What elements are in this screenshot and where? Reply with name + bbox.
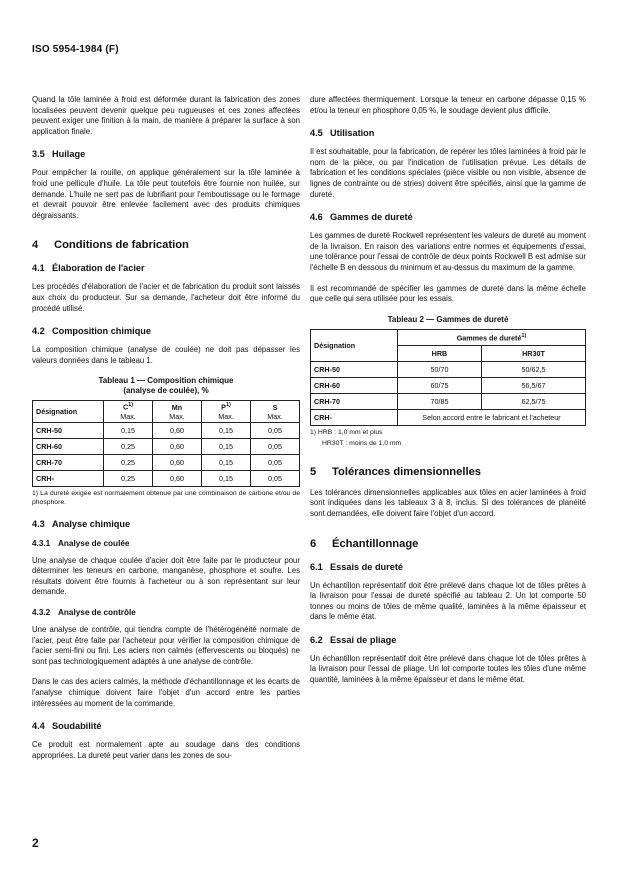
section-4-heading: 4 Conditions de fabrication bbox=[32, 239, 189, 252]
section-4-5-text: Il est souhaitable, pour la fabrication, de repérer les tôles laminées à froid par le nom de la pièce, ou par l'indication de l'utilisation prévue. Les détails de fabrication et les conditions spéciales (pièce visible ou non visible, absence de lignes de contrainte ou de stries) doivent être spécifiés, ainsi que la gamme de dureté. bbox=[310, 147, 586, 199]
section-4-4-text: Ce produit est normalement apte au soudage dans des conditions appropriées. La dureté peut varier dans les zones de sou- bbox=[32, 740, 300, 760]
table-2-body bbox=[311, 361, 586, 425]
section-5-heading: 5 Tolérances dimensionnelles bbox=[310, 465, 482, 478]
section-4-3-2-text-1: Une analyse de contrôle, qui tiendra compte de l'hétérogénéité normale de l'acier, peut être faite par l'acheteur pour vérifier la composition chimique de l'acier semi-fini ou fini. Les aciers non calmés (effervescents ou bloqués) ne sont pas technologiquement adaptés à une analyse de contrôle. bbox=[32, 625, 300, 666]
section-5-text: Les tolérances dimensionnelles applicables aux tôles en acier laminées à froid sont indiquées dans les tableaux 3 à 8, inclus. Si des tolérances de planéité sont demandées, elle doivent faire l'objet d'un accord. bbox=[310, 487, 586, 518]
section-4-6-text-1: Les gammes de dureté Rockwell représentent les valeurs de dureté au moment de la livraison. En raison des variations entre normes et équipements d'essai, une tolérance pour l'essai de contrôle de deux points Rockwell B est admise sur l'échelle B en dessous du minimum et au-dessus du maximum de la gamme. bbox=[310, 231, 586, 272]
section-4-2-text: La composition chimique (analyse de coulée) ne doit pas dépasser les valeurs données dans le tableau 1. bbox=[32, 345, 300, 365]
section-3-5-heading: 3.5 Huilage bbox=[32, 149, 86, 160]
section-6-1-heading: 6.1 Essais de dureté bbox=[310, 561, 404, 572]
intro-paragraph: Quand la tôle laminée à froid est déformée durant la fabrication des zones localisées peuvent devenir quelque peu rugueuses et ces zones affectées peuvent exiger une finition à la main, de manière à préparer la surface à son application finale. bbox=[32, 95, 300, 136]
table-2 bbox=[310, 329, 586, 426]
section-6-heading: 6 Échantillonnage bbox=[310, 537, 419, 550]
table-row: CRH- Selon accord entre le fabricant et l'acheteur bbox=[311, 409, 586, 425]
table-row: CRH-50 50/70 50/62,5 bbox=[311, 361, 586, 377]
section-4-2-heading: 4.2 Composition chimique bbox=[32, 326, 152, 337]
table-1-caption: Tableau 1 — Composition chimique (analyse de coulée), % bbox=[98, 376, 234, 396]
table-2-footnote-1: 1) HRB : 1,0 mm et plus bbox=[310, 428, 383, 436]
section-4-5-heading: 4.5 Utilisation bbox=[310, 128, 375, 139]
section-4-3-2-heading: 4.3.2 Analyse de contrôle bbox=[32, 608, 136, 618]
table-1-body bbox=[33, 422, 300, 486]
table-1 bbox=[32, 400, 300, 486]
table-2-header-designation: Désignation bbox=[311, 329, 398, 361]
section-4-1-text: Les procédés d'élaboration de l'acier et de fabrication du produit sont laissés aux choix du producteur. Sur sa demande, l'acheteur doit être informé du procédé utilisé. bbox=[32, 282, 300, 313]
left-column bbox=[32, 95, 300, 771]
page-number: 2 bbox=[32, 836, 39, 850]
table-row: CRH-50 0,15 0,60 0,15 0,05 bbox=[33, 422, 300, 438]
table-row: CRH-60 0,25 0,60 0,15 0,05 bbox=[33, 438, 300, 454]
section-4-1-heading: 4.1 Élaboration de l'acier bbox=[32, 263, 145, 274]
section-4-3-2-text-2: Dans le cas des aciers calmés, la méthode d'échantillonnage et les écarts de l'analyse chimique doivent faire l'objet d'un accord entre les parties intéressées au moment de la commande. bbox=[32, 677, 300, 708]
table-1-footnote: 1) La dureté exigée est normalement obtenue par une combinaison de carbone et/ou de phosphore. bbox=[32, 489, 300, 506]
table-row: CRH- 0,25 0,60 0,15 0,05 bbox=[33, 470, 300, 486]
section-4-3-1-heading: 4.3.1 Analyse de coulée bbox=[32, 538, 130, 548]
table-1-header: Mn Max. bbox=[153, 401, 202, 422]
table-2-header-hr30t: HR30T bbox=[481, 345, 585, 361]
section-4-6-heading: 4.6 Gammes de dureté bbox=[310, 212, 413, 223]
section-4-6-text-2: Il est recommandé de spécifier les gammes de dureté dans la même échelle que celle qui sera utilisée pour les essais. bbox=[310, 283, 586, 304]
table-1-header: Désignation bbox=[33, 401, 104, 422]
table-row: CRH-70 70/85 62,5/75 bbox=[311, 393, 586, 409]
table-2-footnote-2: HR30T : moins de 1,0 mm bbox=[322, 439, 402, 447]
section-4-3-1-text: Une analyse de chaque coulée d'acier doit être faite par le producteur pour déterminer les teneurs en carbone, manganèse, phosphore et soufre. Les résultats doivent être fournis à l'acheteur ou à son représentant sur leur demande. bbox=[32, 555, 300, 597]
page-header: ISO 5954-1984 (F) bbox=[32, 44, 119, 55]
section-6-2-text: Un échantillon représentatif doit être prélevé dans chaque lot de tôles prêtes à la livraison pour l'essai de pliage. Un lot comporte toutes les tôles d'une même quantité, laminées à la même épaisseur et dans le même état. bbox=[310, 653, 586, 685]
table-2-header-group: Gammes de dureté$^{1)}$ bbox=[398, 329, 586, 345]
table-row: CRH-60 60/75 56,5/67 bbox=[311, 377, 586, 393]
section-3-5-text: Pour empêcher la rouille, on applique généralement sur la tôle laminée à froid une pellicule d'huile. La tôle peut toutefois être fournie non huilée, sur demande. L'huile ne sert pas de lubrifiant pour l'emboutissage ou le formage et devrait pouvoir être enlevée facilement avec des produits chimiques dégraissants. bbox=[32, 168, 300, 220]
continuation-paragraph: dure affectées thermiquement. Lorsque la teneur en carbone dépasse 0,15 % et/ou la teneur en phosphore 0,05 %, le soudage devient plus difficile. bbox=[310, 95, 586, 115]
table-1-header: S Max. bbox=[251, 401, 300, 422]
section-4-4-heading: 4.4 Soudabilité bbox=[32, 721, 102, 732]
table-1-header: $C^{1)}$ Max. bbox=[104, 401, 153, 422]
table-2-header-hrb: HRB bbox=[398, 345, 482, 361]
section-6-2-heading: 6.2 Essai de pliage bbox=[310, 634, 397, 645]
section-6-1-text: Un échantillon représentatif doit être prélevé dans chaque lot de tôles prêtes à la livraison pour l'essai de dureté spécifié au tableau 2. Un lot comporte 50 tonnes ou moins de tôles de même qualité, laminées à la même épaisseur et dans le même état. bbox=[310, 580, 586, 622]
table-row: CRH-70 0,25 0,60 0,15 0,05 bbox=[33, 454, 300, 470]
right-column bbox=[310, 95, 586, 696]
table-1-header: $P^{1)}$ Max. bbox=[202, 401, 251, 422]
table-2-caption: Tableau 2 — Gammes de dureté bbox=[387, 314, 509, 324]
section-4-3-heading: 4.3 Analyse chimique bbox=[32, 518, 131, 529]
